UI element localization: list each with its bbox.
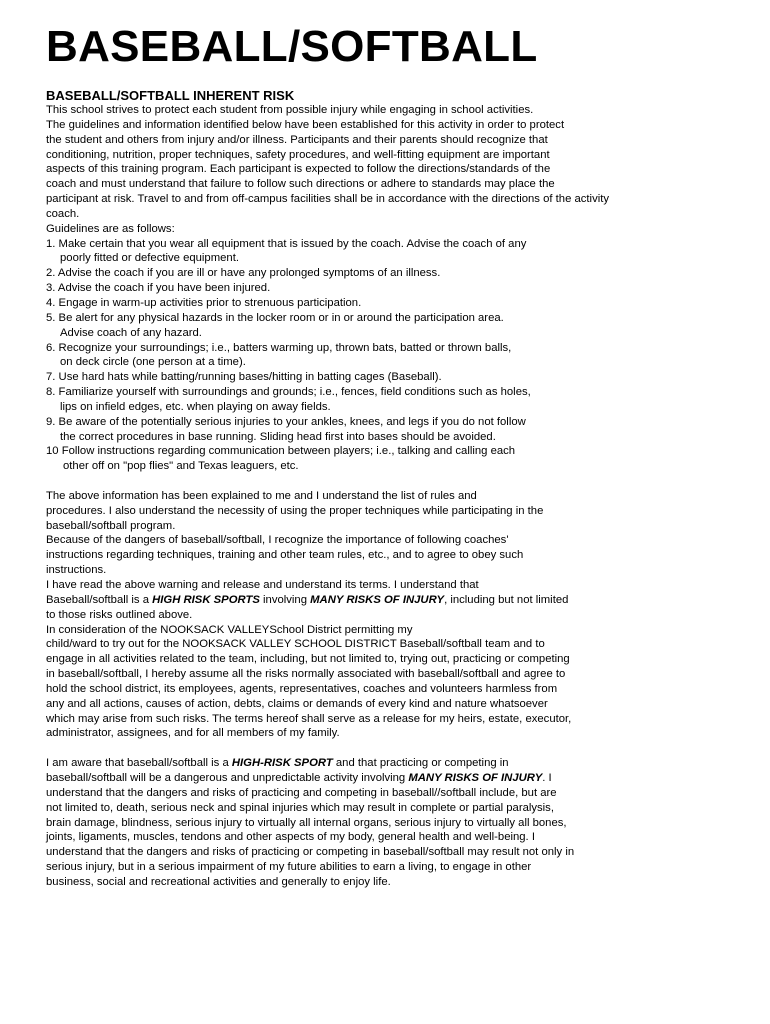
text-line: the student and others from injury and/or illness. Participants and their parents should recognize that (46, 133, 548, 146)
guideline-item-cont: the correct procedures in base running. Sliding head first into bases should be avoided. (60, 430, 496, 443)
text-line: conditioning, nutrition, proper techniques, safety procedures, and well-fitting equipment are important (46, 148, 550, 161)
section-heading: BASEBALL/SOFTBALL INHERENT RISK (46, 88, 295, 103)
text-line: business, social and recreational activities and generally to enjoy life. (46, 875, 391, 888)
text-run: , including but not limited (444, 593, 569, 606)
text-line: aspects of this training program. Each participant is expected to follow the directions/standards of the (46, 163, 551, 176)
text-line: This school strives to protect each student from possible injury while engaging in school activities. (46, 104, 534, 116)
intro-paragraph (46, 103, 746, 237)
guideline-item: 9. Be aware of the potentially serious injuries to your ankles, knees, and legs if you do not follow (46, 415, 526, 428)
text-line: not limited to, death, serious neck and spinal injuries which may result in complete or partial paralysis, (46, 801, 554, 814)
guideline-item: 7. Use hard hats while batting/running bases/hitting in batting cages (Baseball). (46, 371, 442, 384)
text-line: engage in all activities related to the team, including, but not limited to, trying out, practicing or competing (46, 653, 570, 666)
emphasis-risks-of-injury: MANY RISKS OF INJURY (408, 771, 543, 784)
spacer (46, 741, 746, 756)
text-line: any and all actions, causes of action, debts, claims or demands of every kind and nature whatsoever (46, 697, 548, 710)
text-line: In consideration of the NOOKSACK VALLEYSchool District permitting my (46, 623, 413, 636)
text-line: child/ward to try out for the NOOKSACK VALLEY SCHOOL DISTRICT Baseball/softball team and to (46, 638, 545, 651)
text-line: administrator, assignees, and for all members of my family. (46, 727, 340, 740)
text-line: coach and must understand that failure to follow such directions or adhere to standards may place the (46, 178, 555, 191)
document-page (46, 22, 746, 890)
text-line: serious injury, but in a serious impairment of my future abilities to earn a living, to engage in other (46, 861, 532, 874)
guideline-item-cont: other off on "pop flies" and Texas leaguers, etc. (63, 460, 299, 473)
guideline-item: 10 Follow instructions regarding communication between players; i.e., talking and calling each (46, 445, 516, 458)
text-line: in baseball/softball, I hereby assume all the risks normally associated with baseball/softball and agree to (46, 668, 566, 681)
text-line: Because of the dangers of baseball/softball, I recognize the importance of following coaches' (46, 534, 509, 547)
guideline-item: 5. Be alert for any physical hazards in the locker room or in or around the participation area. (46, 311, 504, 324)
text-line: baseball/softball program. (46, 519, 176, 532)
text-run: . I (542, 771, 552, 784)
emphasis-high-risk: HIGH RISK SPORTS (152, 593, 260, 606)
guideline-item-cont: lips on infield edges, etc. when playing on away fields. (60, 400, 331, 413)
text-line: which may arise from such risks. The terms hereof shall serve as a release for my heirs, estate, executor, (46, 712, 572, 725)
guideline-item: 4. Engage in warm-up activities prior to strenuous participation. (46, 296, 362, 309)
text-run: I am aware that baseball/softball is a (46, 757, 232, 770)
acknowledgement-paragraph (46, 489, 746, 741)
text-line: The guidelines and information identified below have been established for this activity in order to protect (46, 118, 565, 131)
page-title: BASEBALL/SOFTBALL (46, 22, 538, 71)
text-run: Baseball/softball is a (46, 593, 153, 606)
guideline-item: 8. Familiarize yourself with surroundings and grounds; i.e., fences, field conditions such as holes, (46, 386, 531, 399)
guideline-item-cont: on deck circle (one person at a time). (60, 356, 246, 369)
guideline-item: 2. Advise the coach if you are ill or have any prolonged symptoms of an illness. (46, 267, 441, 280)
text-line: instructions. (46, 564, 107, 577)
guideline-item-cont: poorly fitted or defective equipment. (60, 252, 239, 265)
text-line: I have read the above warning and release and understand its terms. I understand that (46, 579, 479, 591)
text-line: The above information has been explained to me and I understand the list of rules and (46, 489, 477, 502)
awareness-paragraph (46, 756, 746, 890)
text-line: to those risks outlined above. (46, 608, 193, 621)
text-line: brain damage, blindness, serious injury to virtually all internal organs, serious injury to virtually all bones, (46, 816, 567, 829)
text-line (46, 593, 746, 608)
text-line: understand that the dangers and risks of practicing and competing in baseball//softball include, but are (46, 786, 557, 799)
text-line (46, 756, 746, 771)
text-run: and that practicing or competing in (332, 757, 509, 770)
text-line: joints, ligaments, muscles, tendons and other aspects of my body, general health and well-being. I (46, 831, 535, 844)
text-line: coach. (46, 207, 80, 220)
spacer (46, 474, 746, 489)
guideline-item-cont: Advise coach of any hazard. (60, 326, 202, 339)
text-line: hold the school district, its employees, agents, representatives, coaches and volunteers harmless from (46, 682, 558, 695)
guidelines-list (46, 237, 746, 475)
guideline-item: 3. Advise the coach if you have been injured. (46, 282, 271, 295)
text-line: instructions regarding techniques, training and other team rules, etc., and to agree to obey such (46, 549, 524, 562)
text-line: understand that the dangers and risks of practicing or competing in baseball/softball may result not only in (46, 846, 575, 859)
guidelines-intro: Guidelines are as follows: (46, 222, 175, 235)
guideline-item: 6. Recognize your surroundings; i.e., batters warming up, thrown bats, batted or thrown balls, (46, 341, 512, 354)
text-run: baseball/softball will be a dangerous and unpredictable activity involving (46, 771, 409, 784)
guideline-item: 1. Make certain that you wear all equipment that is issued by the coach. Advise the coach of any (46, 237, 527, 250)
emphasis-high-risk: HIGH-RISK SPORT (231, 757, 333, 770)
text-line: participant at risk. Travel to and from off-campus facilities shall be in accordance with the directions of the activity (46, 193, 610, 206)
text-run: involving (259, 593, 311, 606)
text-line (46, 771, 746, 786)
emphasis-risks-of-injury: MANY RISKS OF INJURY (310, 593, 445, 606)
text-line: procedures. I also understand the necessity of using the proper techniques while participating in the (46, 504, 544, 517)
